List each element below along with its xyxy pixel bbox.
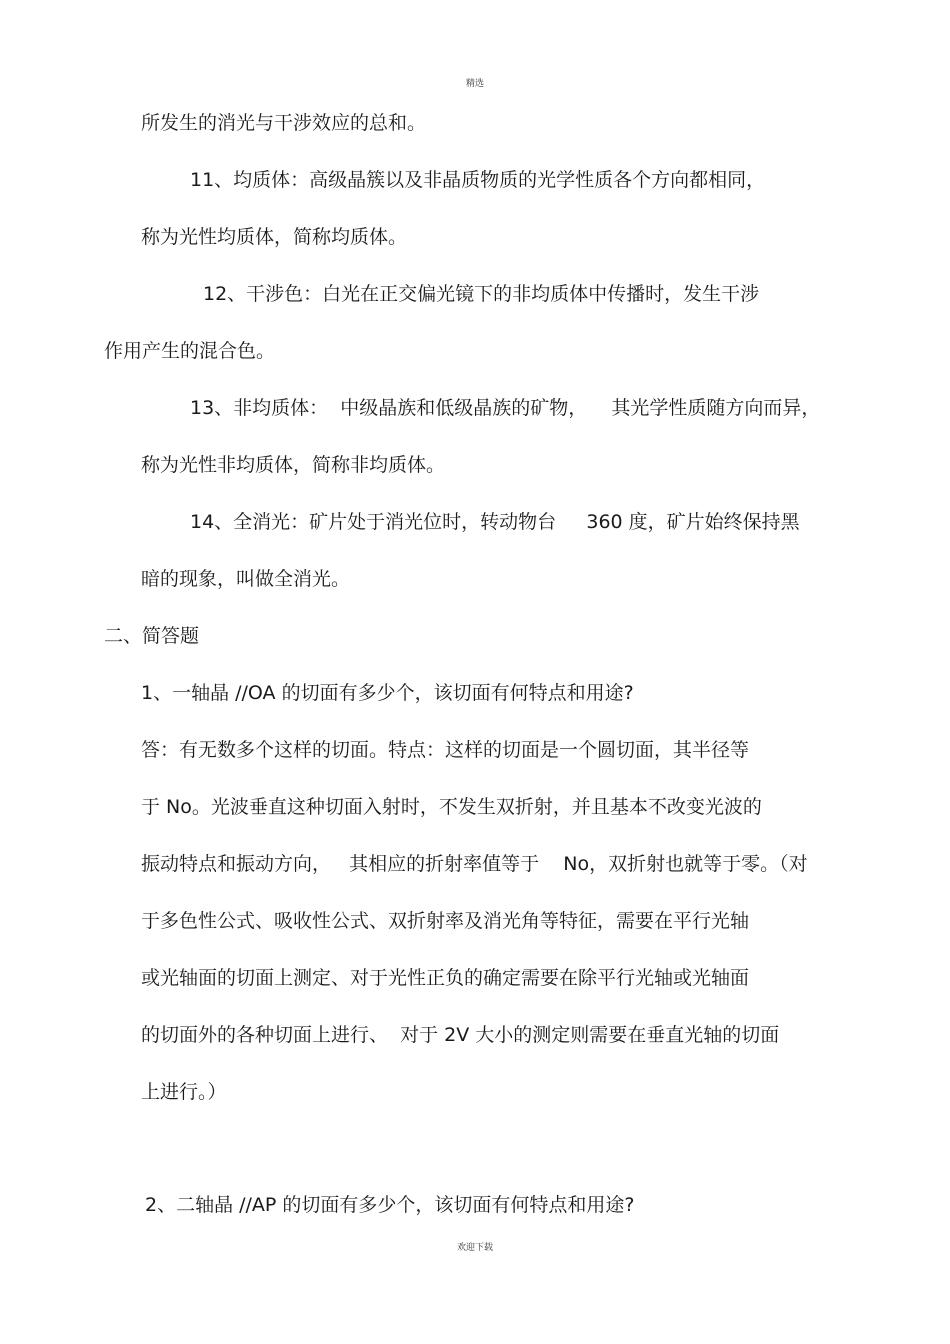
answer-line: 于多色性公式、吸收性公式、双折射率及消光角等特征，需要在平行光轴 xyxy=(141,910,750,932)
question-2: 2、二轴晶 //AP 的切面有多少个，该切面有何特点和用途? xyxy=(145,1194,635,1216)
answer-line: 或光轴面的切面上测定、对于光性正负的确定需要在除平行光轴或光轴面 xyxy=(141,967,750,989)
answer-line: 的切面外的各种切面上进行、 对于 2V 大小的测定则需要在垂直光轴的切面 xyxy=(141,1024,780,1046)
text-line: 称为光性均质体，简称均质体。 xyxy=(141,226,408,248)
answer-line: 于 No。光波垂直这种切面入射时，不发生双折射，并且基本不改变光波的 xyxy=(141,796,762,818)
definition-12: 12、干涉色：白光在正交偏光镜下的非均质体中传播时，发生干涉 xyxy=(203,283,760,305)
definition-14: 14、全消光：矿片处于消光位时，转动物台 360 度，矿片始终保持黑 xyxy=(190,511,800,533)
text-line: 所发生的消光与干涉效应的总和。 xyxy=(141,112,427,134)
definition-11: 11、均质体：高级晶簇以及非晶质物质的光学性质各个方向都相同， xyxy=(190,169,766,191)
page-footer: 欢迎下载 xyxy=(456,1243,493,1253)
text-line: 称为光性非均质体，简称非均质体。 xyxy=(141,454,446,476)
answer-line: 答：有无数多个这样的切面。特点：这样的切面是一个圆切面，其半径等 xyxy=(141,739,750,761)
section-heading: 二、简答题 xyxy=(104,625,200,647)
text-line: 暗的现象，叫做全消光。 xyxy=(141,568,351,590)
answer-line: 振动特点和振动方向， 其相应的折射率值等于 No，双折射也就等于零。（对 xyxy=(141,853,808,875)
page-header: 精选 xyxy=(465,79,484,89)
answer-line: 上进行。） xyxy=(141,1081,227,1103)
question-1: 1、一轴晶 //OA 的切面有多少个，该切面有何特点和用途? xyxy=(141,682,634,704)
definition-13: 13、非均质体： 中级晶族和低级晶族的矿物， 其光学性质随方向而异， xyxy=(190,397,821,419)
text-line: 作用产生的混合色。 xyxy=(104,340,276,362)
